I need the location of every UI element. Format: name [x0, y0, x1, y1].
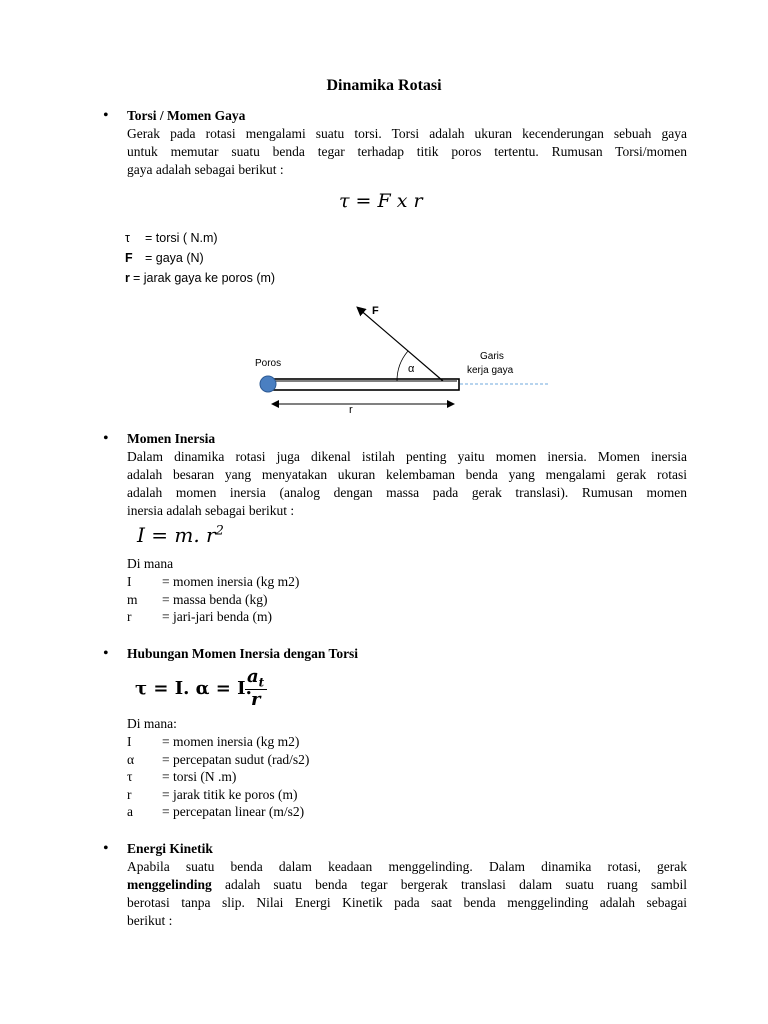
definition-row — [127, 768, 309, 786]
torque-diagram — [245, 295, 565, 420]
page-title: Dinamika Rotasi — [326, 77, 442, 94]
where-label-hubungan: Di mana: — [127, 716, 177, 731]
definition-text: = jarak gaya ke poros (m) — [133, 271, 276, 285]
formula-left: τ = I. α = I. — [135, 678, 252, 699]
definition-symbol: m — [127, 591, 138, 607]
definition-text: = torsi (N .m) — [162, 769, 237, 784]
paragraph-line: Dalam dinamika rotasi juga dikenal istilah penting yaitu momen inersia. Momen inersia — [127, 449, 687, 464]
force-label: F — [372, 305, 379, 317]
definition-text: = massa benda (kg) — [162, 591, 268, 607]
definition-row — [127, 591, 299, 609]
definition-text: = gaya (N) — [145, 251, 204, 265]
paragraph-line: Apabila suatu benda dalam keadaan menggelinding. Dalam dinamika rotasi, gerak — [127, 859, 687, 874]
definition-symbol: F — [125, 251, 133, 265]
definition-text: = momen inersia (kg m2) — [162, 734, 300, 749]
definition-text: = percepatan sudut (rad/s2) — [162, 751, 310, 767]
heading-energi: Energi Kinetik — [127, 841, 213, 856]
definition-symbol: τ — [125, 231, 130, 245]
line-of-action-label-1: Garis — [480, 351, 504, 362]
definition-symbol: I — [127, 734, 132, 749]
heading-momen-inersia: Momen Inersia — [127, 431, 216, 446]
pivot-point — [260, 376, 276, 392]
where-label-momen-inersia: Di mana — [127, 556, 174, 571]
definition-text: = momen inersia (kg m2) — [162, 574, 300, 589]
formula-numerator — [247, 666, 264, 690]
definition-text: = torsi ( N.m) — [145, 231, 218, 245]
definition-symbol: r — [127, 786, 132, 802]
formula-numerator-base: a — [247, 666, 259, 687]
paragraph-line: adalah momen inersia (analog dengan massa pada gerak translasi). Rumusan momen — [127, 485, 687, 500]
definition-text: = percepatan linear (m/s2) — [162, 804, 305, 819]
paragraph-line: berotasi tanpa slip. Nilai Energi Kinetik pada saat benda menggelinding adalah sebagai — [127, 895, 687, 910]
formula-torsi: τ = F x r — [339, 190, 423, 212]
formula-hubungan — [135, 668, 275, 712]
formula-numerator-sub: t — [258, 675, 265, 690]
definition-text: = jarak titik ke poros (m) — [162, 786, 298, 802]
line-of-action-label-2: kerja gaya — [467, 365, 514, 376]
force-arrow — [358, 308, 443, 381]
bullet-momen-inersia: • — [103, 430, 109, 447]
definition-row — [125, 228, 275, 248]
definition-symbol: I — [127, 574, 132, 589]
bullet-hubungan: • — [103, 645, 109, 662]
definition-symbol: a — [127, 804, 133, 819]
paragraph-torsi — [127, 125, 687, 179]
formula-momen-inersia — [137, 523, 224, 547]
definition-row — [127, 608, 299, 626]
definition-symbol: r — [127, 609, 132, 624]
paragraph-line — [127, 876, 687, 894]
pivot-label: Poros — [255, 358, 282, 369]
paragraph-line: gaya adalah sebagai berikut : — [127, 162, 284, 177]
bullet-energi: • — [103, 840, 109, 857]
definition-row — [125, 268, 275, 288]
paragraph-line: untuk memutar suatu benda tegar terhadap titik poros tertentu. Rumusan Torsi/momen — [127, 144, 687, 159]
paragraph-line: berikut : — [127, 913, 173, 928]
formula-denominator: r — [251, 689, 261, 710]
definition-row — [125, 248, 275, 268]
definition-row — [127, 786, 309, 804]
definition-text: = jari-jari benda (m) — [162, 609, 272, 624]
angle-label: α — [408, 363, 415, 375]
definition-symbol: r — [125, 271, 130, 285]
definition-symbol: α — [127, 751, 135, 767]
heading-torsi: Torsi / Momen Gaya — [127, 108, 246, 123]
definition-row — [127, 751, 309, 769]
definition-symbol: τ — [127, 769, 133, 784]
paragraph-line: inersia adalah sebagai berikut : — [127, 503, 295, 518]
paragraph-line: Gerak pada rotasi mengalami suatu torsi. Torsi adalah ukuran kecenderungan sebuah gaya — [127, 126, 687, 141]
bold-term: menggelinding — [127, 877, 212, 892]
paragraph-energi — [127, 858, 687, 930]
definition-row — [127, 733, 309, 751]
definitions-hubungan — [127, 733, 309, 821]
definitions-momen-inersia — [127, 573, 299, 626]
definition-row — [127, 803, 309, 821]
heading-hubungan: Hubungan Momen Inersia dengan Torsi — [127, 646, 359, 661]
distance-label: r — [349, 404, 353, 416]
formula-base: I = m. r — [137, 523, 216, 547]
line-rest: adalah suatu benda tegar bergerak translasi dalam suatu ruang sambil — [211, 877, 687, 892]
bullet-torsi: • — [103, 107, 109, 124]
paragraph-momen-inersia — [127, 448, 687, 520]
definition-row — [127, 573, 299, 591]
formula-exponent: 2 — [215, 523, 224, 539]
angle-arc — [397, 351, 408, 381]
paragraph-line: adalah besaran yang menyatakan ukuran kelembaman benda yang mengalami gerak rotasi — [127, 467, 687, 482]
definitions-torsi — [125, 228, 275, 288]
